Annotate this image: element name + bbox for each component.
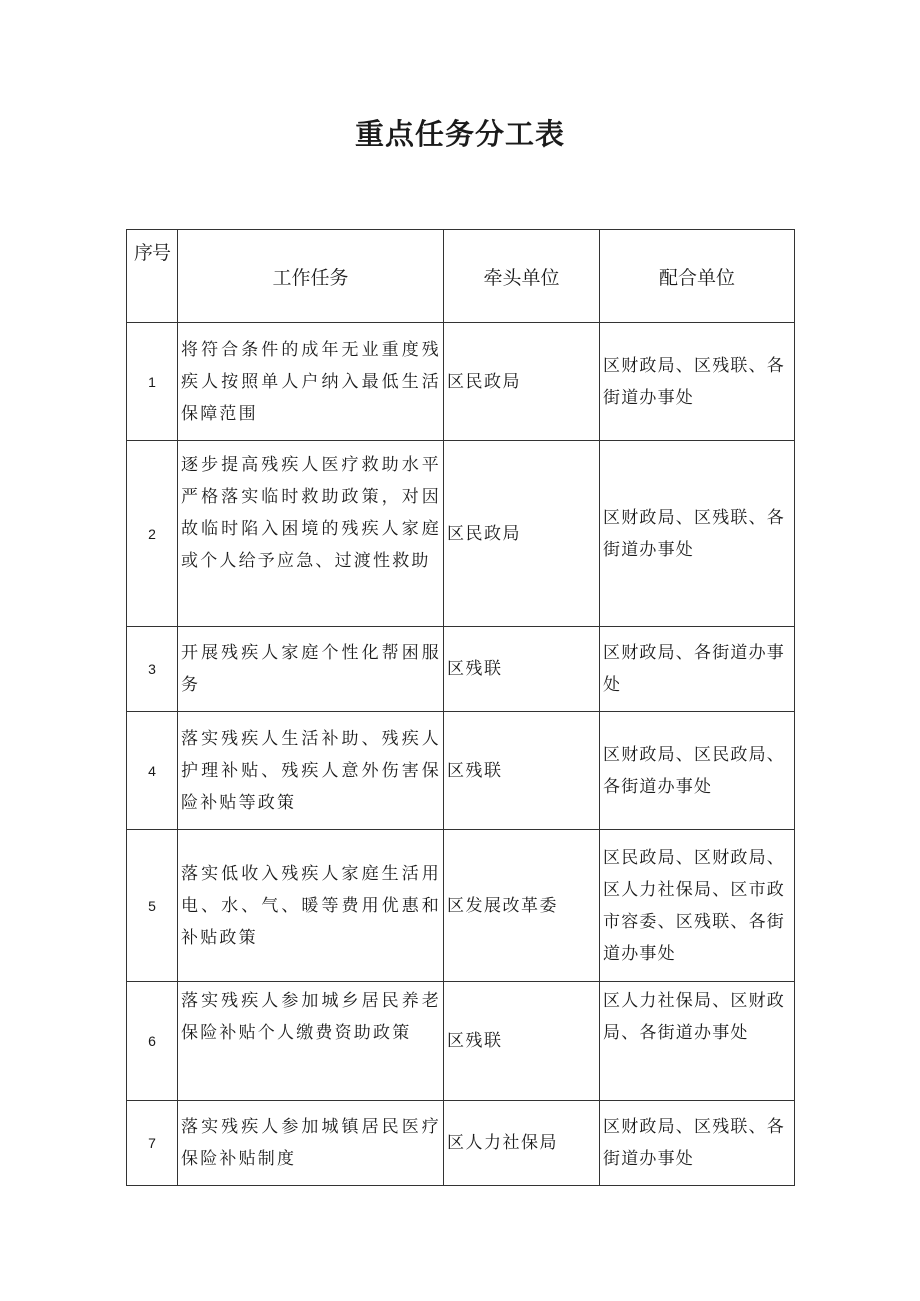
- row-work-task: 落实残疾人参加城乡居民养老保险补贴个人缴费资助政策: [178, 982, 444, 1101]
- row-work-task: 开展残疾人家庭个性化帮困服务: [178, 627, 444, 712]
- row-serial-number: 3: [127, 627, 178, 712]
- table-row: [127, 1101, 795, 1186]
- table-row: [127, 712, 795, 830]
- row-work-task: 逐步提高残疾人医疗救助水平严格落实临时救助政策，对因故临时陷入困境的残疾人家庭或个人给予应急、过渡性救助: [178, 441, 444, 627]
- header-work-task: 工作任务: [178, 230, 444, 323]
- row-cooperating-unit: 区民政局、区财政局、区人力社保局、区市政市容委、区残联、各街道办事处: [600, 830, 795, 982]
- row-serial-number: 6: [127, 982, 178, 1101]
- table-row: [127, 323, 795, 441]
- table-row: [127, 830, 795, 982]
- row-serial-number: 1: [127, 323, 178, 441]
- table-header-row: [127, 230, 795, 323]
- page-title: 重点任务分工表: [354, 117, 565, 151]
- row-serial-number: 4: [127, 712, 178, 830]
- row-cooperating-unit: 区财政局、区民政局、各街道办事处: [600, 712, 795, 830]
- row-cooperating-unit: 区财政局、各街道办事处: [600, 627, 795, 712]
- row-lead-unit: 区残联: [444, 712, 600, 830]
- row-lead-unit: 区民政局: [444, 323, 600, 441]
- table-row: [127, 627, 795, 712]
- row-cooperating-unit: 区财政局、区残联、各街道办事处: [600, 1101, 795, 1186]
- row-lead-unit: 区人力社保局: [444, 1101, 600, 1186]
- row-lead-unit: 区残联: [444, 627, 600, 712]
- row-lead-unit: 区民政局: [444, 441, 600, 627]
- row-cooperating-unit: 区人力社保局、区财政局、各街道办事处: [600, 982, 795, 1101]
- row-lead-unit: 区残联: [444, 982, 600, 1101]
- header-serial-number: 序号: [127, 230, 178, 323]
- row-serial-number: 7: [127, 1101, 178, 1186]
- row-serial-number: 5: [127, 830, 178, 982]
- header-lead-unit: 牵头单位: [444, 230, 600, 323]
- row-work-task: 落实残疾人参加城镇居民医疗保险补贴制度: [178, 1101, 444, 1186]
- row-lead-unit: 区发展改革委: [444, 830, 600, 982]
- task-allocation-table: [126, 229, 795, 1186]
- row-work-task: 落实残疾人生活补助、残疾人护理补贴、残疾人意外伤害保险补贴等政策: [178, 712, 444, 830]
- header-cooperating-unit: 配合单位: [600, 230, 795, 323]
- table-row: [127, 982, 795, 1101]
- row-work-task: 将符合条件的成年无业重度残疾人按照单人户纳入最低生活保障范围: [178, 323, 444, 441]
- row-cooperating-unit: 区财政局、区残联、各街道办事处: [600, 441, 795, 627]
- row-cooperating-unit: 区财政局、区残联、各街道办事处: [600, 323, 795, 441]
- table-row: [127, 441, 795, 627]
- row-serial-number: 2: [127, 441, 178, 627]
- row-work-task: 落实低收入残疾人家庭生活用电、水、气、暖等费用优惠和补贴政策: [178, 830, 444, 982]
